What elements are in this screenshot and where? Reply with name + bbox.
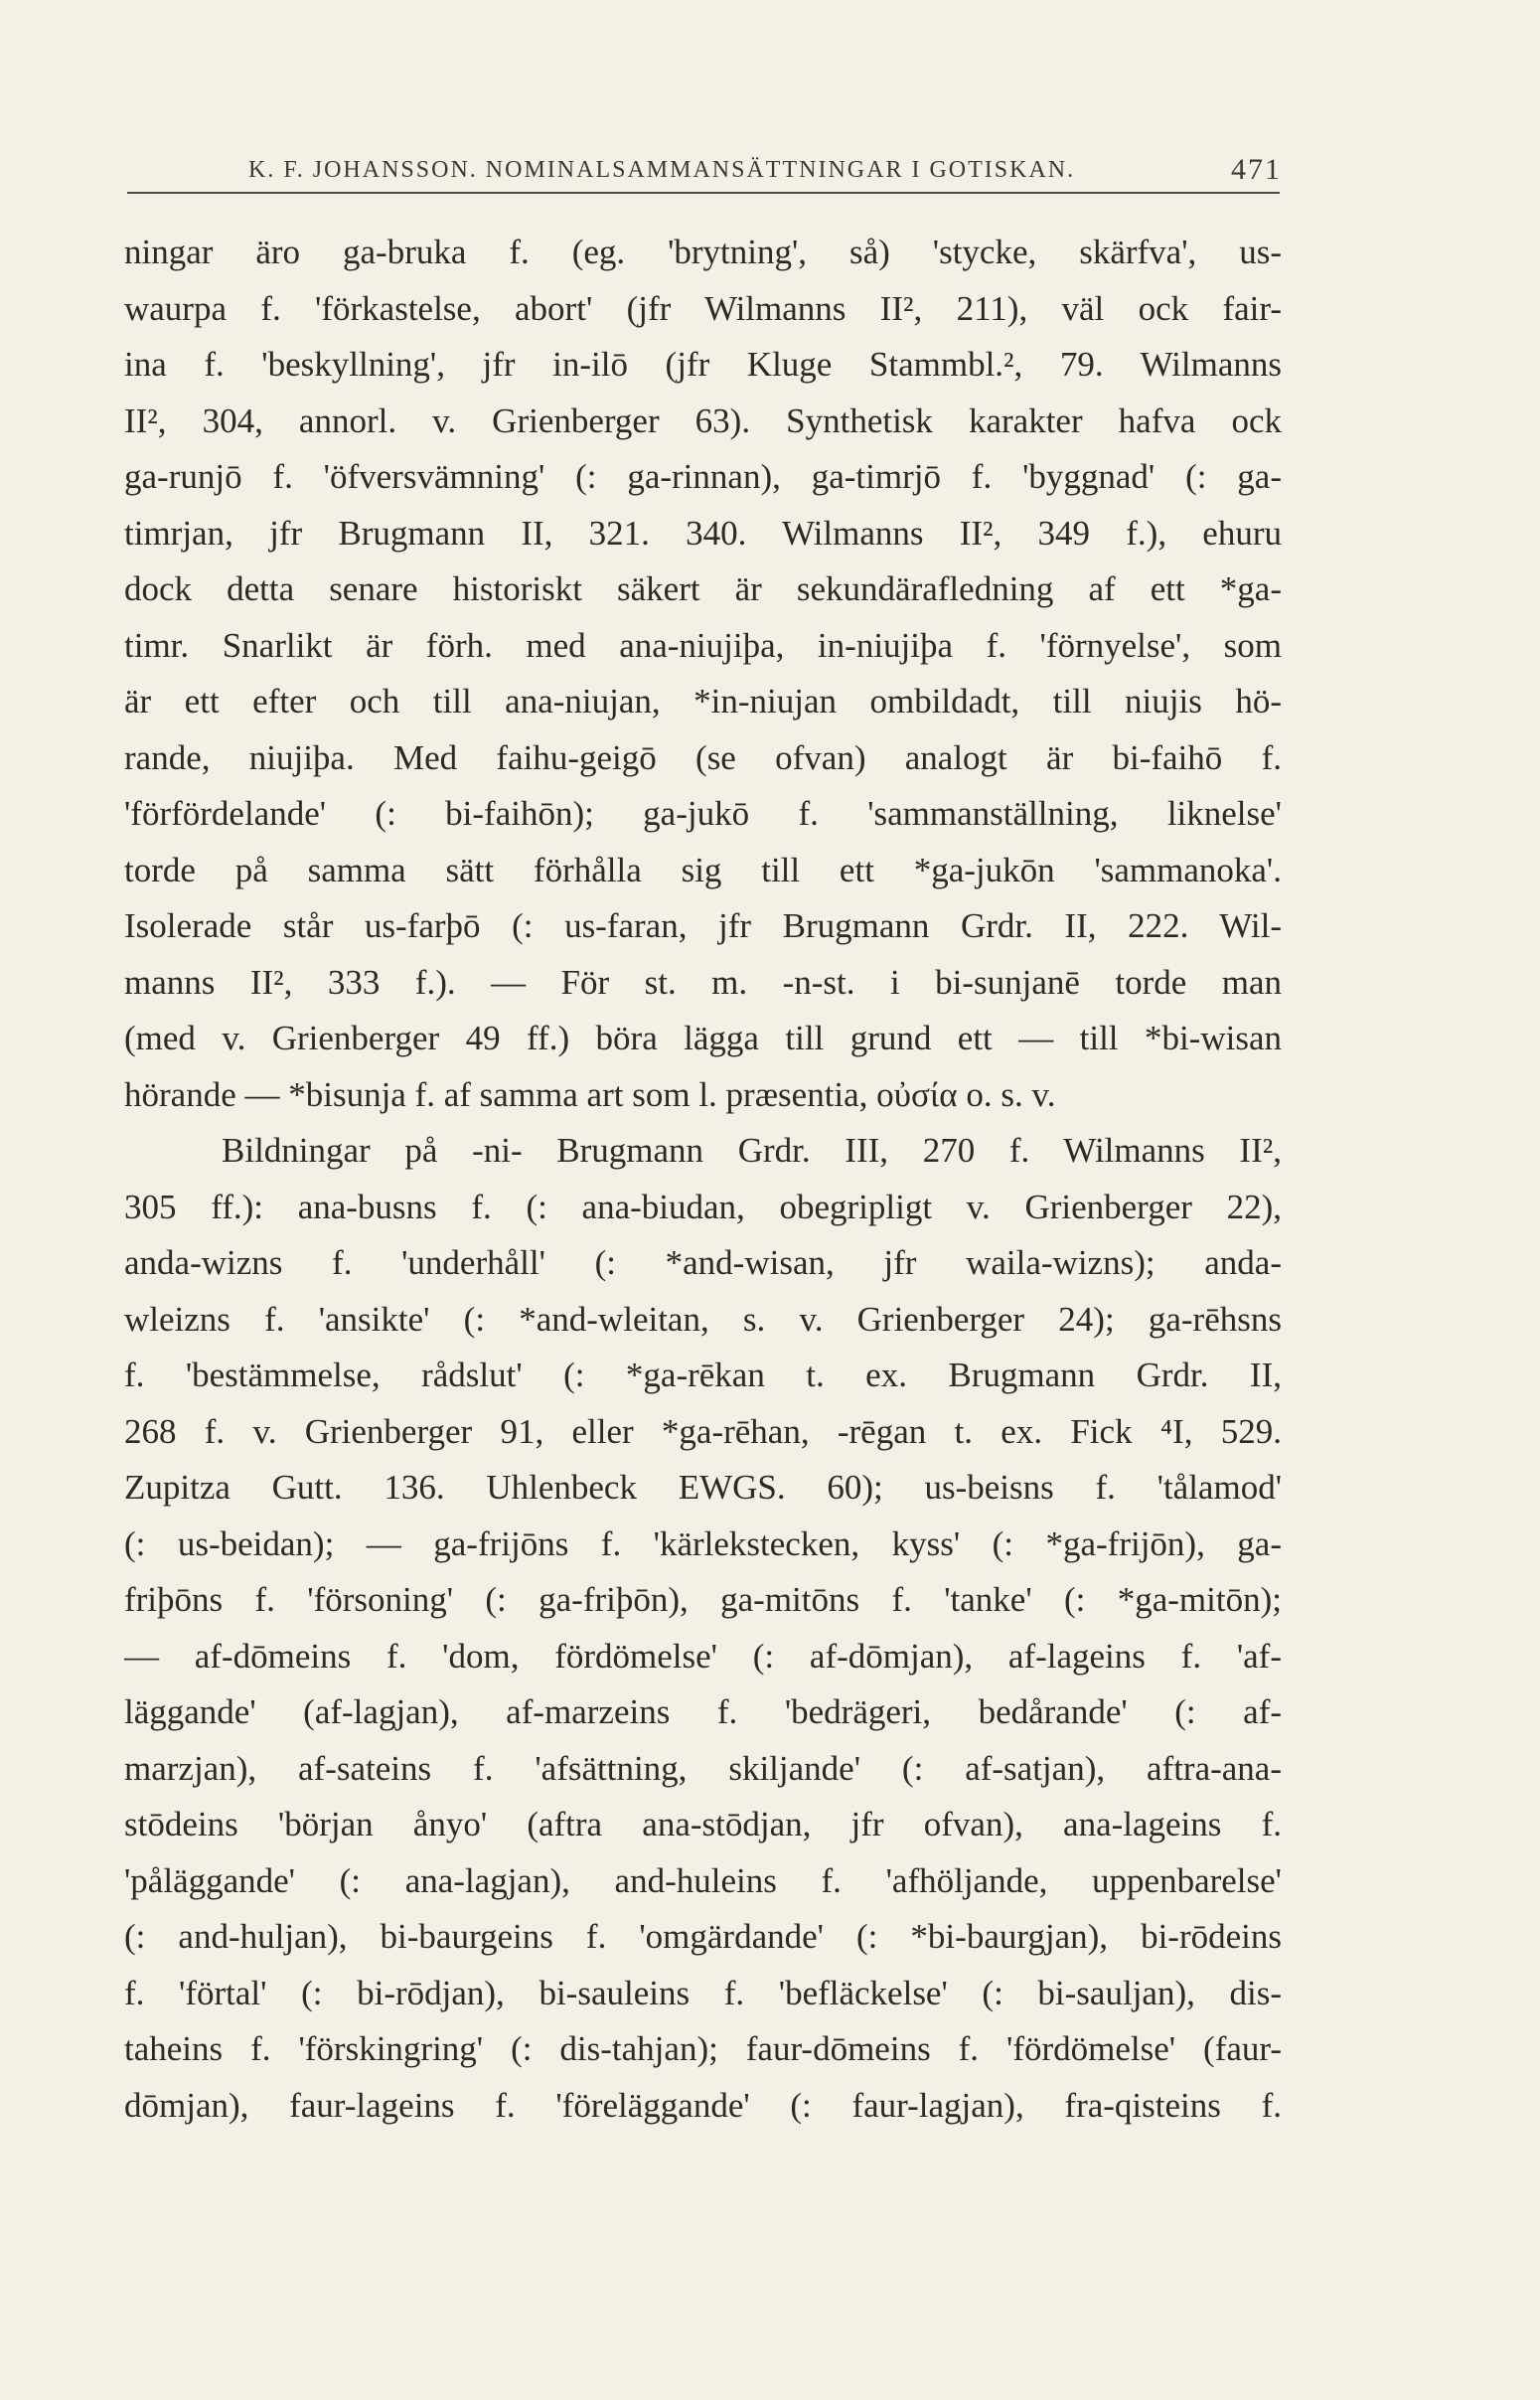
text-line: timr. Snarlikt är förh. med ana-niujiþa, in-niujiþa f. 'förnyelse', som xyxy=(124,625,1282,665)
text-line: dock detta senare historiskt säkert är sekundärafledning af ett *ga- xyxy=(124,569,1282,608)
paragraph-start-line: Bildningar på -ni- Brugmann Grdr. III, 270 f. Wilmanns II², xyxy=(222,1131,1282,1170)
text-line: (med v. Grienberger 49 ff.) böra lägga till grund ett — till *bi-wisan xyxy=(124,1019,1282,1057)
text-line: anda-wizns f. 'underhåll' (: *and-wisan, jfr waila-wizns); anda- xyxy=(124,1243,1282,1282)
text-line: 'förfördelande' (: bi-faihōn); ga-jukō f. 'sammanställning, liknelse' xyxy=(124,794,1282,833)
text-line: ina f. 'beskyllning', jfr in-ilō (jfr Kluge Stammbl.², 79. Wilmanns xyxy=(124,345,1282,384)
text-line: torde på samma sätt förhålla sig till ett *ga-jukōn 'sammanoka'. xyxy=(124,850,1282,889)
text-line: är ett efter och till ana-niujan, *in-niujan ombildadt, till niujis hö- xyxy=(124,682,1282,720)
text-line: rande, niujiþa. Med faihu-geigō (se ofvan) analogt är bi-faihō f. xyxy=(124,737,1282,777)
text-line: f. 'bestämmelse, rådslut' (: *ga-rēkan t. ex. Brugmann Grdr. II, xyxy=(124,1356,1282,1394)
text-line: wleizns f. 'ansikte' (: *and-wleitan, s. v. Grienberger 24); ga-rēhsns xyxy=(124,1299,1282,1339)
text-line: dōmjan), faur-lageins f. 'föreläggande' (: faur-lagjan), fra-qisteins f. xyxy=(124,2085,1282,2125)
page-number: 471 xyxy=(1231,153,1282,186)
page-header xyxy=(248,151,1282,191)
body-text xyxy=(124,225,1282,2134)
text-line: hörande — *bisunja f. af samma art som l. præsentia, οὐσία o. s. v. xyxy=(124,1074,1056,1114)
text-line: taheins f. 'förskingring' (: dis-tahjan); faur-dōmeins f. 'fördömelse' (faur- xyxy=(124,2029,1282,2068)
text-line: manns II², 333 f.). — För st. m. -n-st. i bi-sunjanē torde man xyxy=(124,962,1282,1002)
text-line: waurpa f. 'förkastelse, abort' (jfr Wilmanns II², 211), väl ock fair- xyxy=(124,288,1282,328)
text-line: (: us-beidan); — ga-frijōns f. 'kärlekstecken, kyss' (: *ga-frijōn), ga- xyxy=(124,1523,1282,1563)
text-line: timrjan, jfr Brugmann II, 321. 340. Wilmanns II², 349 f.), ehuru xyxy=(124,513,1282,553)
text-line: marzjan), af-sateins f. 'afsättning, skiljande' (: af-satjan), aftra-ana- xyxy=(124,1748,1282,1788)
text-line: II², 304, annorl. v. Grienberger 63). Synthetisk karakter hafva ock xyxy=(124,400,1282,440)
text-line: friþōns f. 'försoning' (: ga-friþōn), ga-mitōns f. 'tanke' (: *ga-mitōn); xyxy=(124,1580,1282,1619)
running-title: K. F. JOHANSSON. NOMINALSAMMANSÄTTNINGAR I GOTISKAN. xyxy=(248,157,1076,183)
text-line: f. 'förtal' (: bi-rōdjan), bi-sauleins f. 'befläckelse' (: bi-sauljan), dis- xyxy=(124,1973,1282,2012)
text-line: Isolerade står us-farþō (: us-faran, jfr Brugmann Grdr. II, 222. Wil- xyxy=(124,906,1282,945)
text-line: 268 f. v. Grienberger 91, eller *ga-rēhan, -rēgan t. ex. Fick ⁴I, 529. xyxy=(124,1411,1282,1451)
text-line: 305 ff.): ana-busns f. (: ana-biudan, obegripligt v. Grienberger 22), xyxy=(124,1187,1282,1226)
text-line: stōdeins 'början ånyo' (aftra ana-stōdjan, jfr ofvan), ana-lageins f. xyxy=(124,1805,1282,1843)
header-rule xyxy=(127,192,1280,194)
text-line: ga-runjō f. 'öfversvämning' (: ga-rinnan), ga-timrjō f. 'byggnad' (: ga- xyxy=(124,457,1282,496)
text-line: Zupitza Gutt. 136. Uhlenbeck EWGS. 60); us-beisns f. 'tålamod' xyxy=(124,1468,1282,1507)
text-line: läggande' (af-lagjan), af-marzeins f. 'bedrägeri, bedårande' (: af- xyxy=(124,1692,1282,1731)
text-line: 'påläggande' (: ana-lagjan), and-huleins f. 'afhöljande, uppenbarelse' xyxy=(124,1860,1282,1900)
text-line: — af-dōmeins f. 'dom, fördömelse' (: af-dōmjan), af-lageins f. 'af- xyxy=(124,1636,1282,1676)
text-line: ningar äro ga-bruka f. (eg. 'brytning', så) 'stycke, skärfva', us- xyxy=(124,233,1282,271)
text-line: (: and-huljan), bi-baurgeins f. 'omgärdande' (: *bi-baurgjan), bi-rōdeins xyxy=(124,1917,1282,1956)
